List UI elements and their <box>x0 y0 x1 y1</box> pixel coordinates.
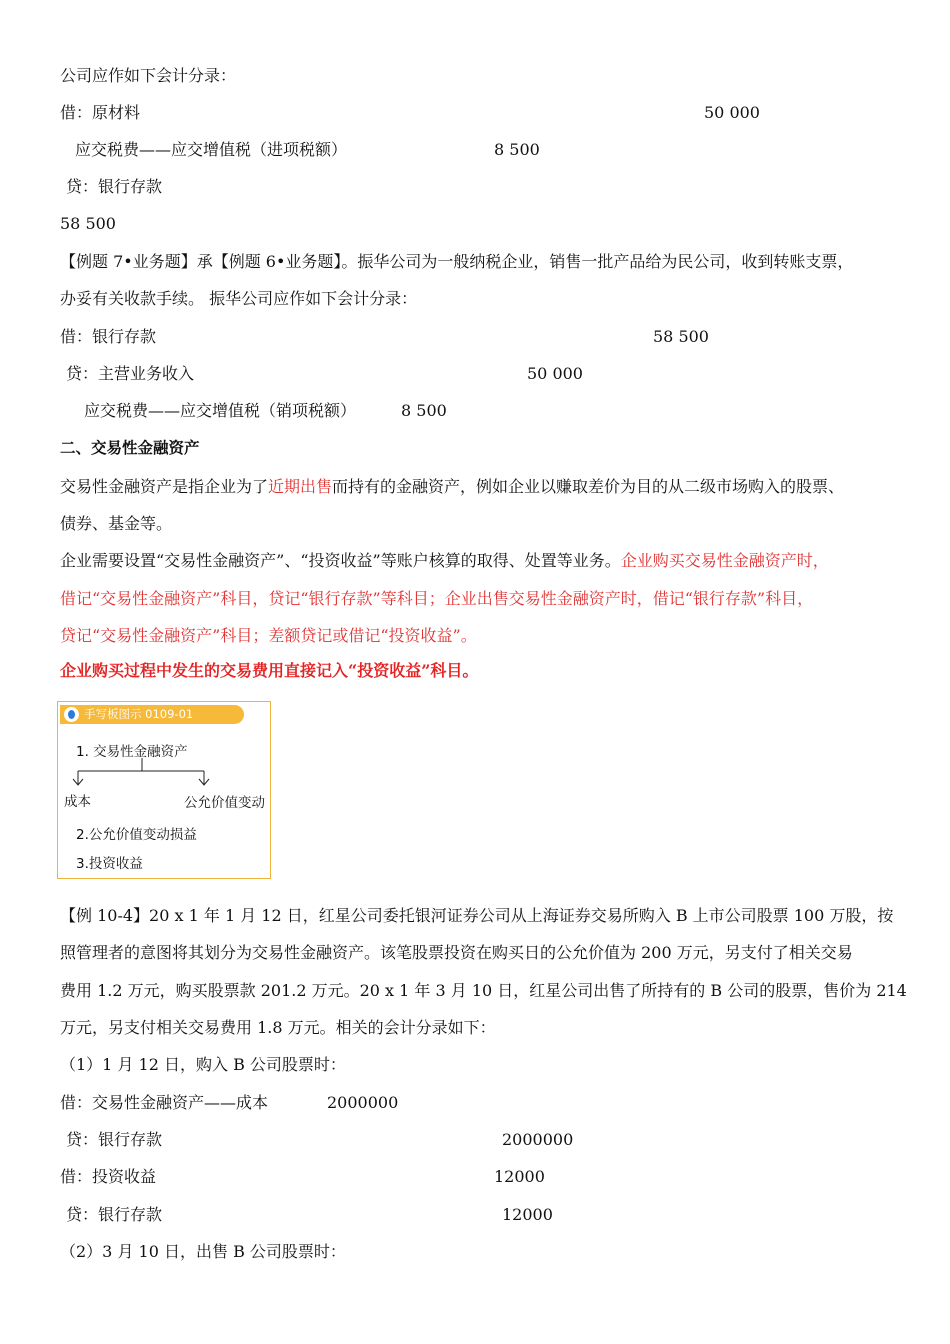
paragraph-transaction-fee: 企业购买过程中发生的交易费用直接记入“投资收益”科目。 <box>60 661 479 680</box>
example-10-4-line-2: 照管理者的意图将其划分为交易性金融资产。该笔股票投资在购买日的公允价值为 200 万元，另支付了相关交易 <box>60 943 853 962</box>
example-7-line-2: 办妥有关收款手续。 振华公司应作如下会计分录： <box>60 289 418 308</box>
board-branch-cost: 成本 <box>64 794 91 810</box>
step-2-heading: （2）3 月 10 日，出售 B 公司股票时： <box>60 1242 346 1261</box>
entry-credit-label: 贷：银行存款 <box>66 1130 163 1149</box>
debit-label: 借：银行存款 <box>60 327 157 346</box>
text-line: 公司应作如下会计分录： <box>60 66 237 85</box>
entry-credit-amount: 2000000 <box>502 1130 574 1149</box>
board-item-2: 2.公允价值变动损益 <box>76 827 197 843</box>
debit-sub-label: 应交税费——应交增值税（进项税额） <box>75 140 348 159</box>
paragraph-definition: 交易性金融资产是指企业为了近期出售而持有的金融资产，例如企业以赚取差价为目的从二级市场购入的股票、 <box>60 477 845 496</box>
debit-amount: 50 000 <box>704 103 760 122</box>
highlight-near-term-sale: 近期出售 <box>268 477 333 496</box>
board-item-1: 1. 交易性金融资产 <box>76 744 188 760</box>
example-10-4-line-1: 【例 10-4】20 x 1 年 1 月 12 日，红星公司委托银河证券公司从上海证券交易所购入 B 上市公司股票 100 万股，按 <box>60 906 894 925</box>
paragraph-accounts: 企业需要设置“交易性金融资产”、“投资收益”等账户核算的取得、处置等业务。企业购买交易性金融资产时， <box>60 551 829 570</box>
example-7-line-1: 【例题 7•业务题】承【例题 6•业务题】。振华公司为一般纳税企业，销售一批产品给为民公司，收到转账支票， <box>60 252 854 271</box>
credit-label: 贷：银行存款 <box>66 177 163 196</box>
entry-debit-amount: 2000000 <box>327 1093 399 1112</box>
paragraph-accounts-red-2: 借记“交易性金融资产”科目，贷记“银行存款”等科目；企业出售交易性金融资产时，借记“银行存款”科目， <box>60 589 814 608</box>
example-10-4-line-3: 费用 1.2 万元，购买股票款 201.2 万元。20 x 1 年 3 月 10 日，红星公司出售了所持有的 B 公司的股票，售价为 214 <box>60 981 907 1000</box>
highlight-purchase-rule: 企业购买交易性金融资产时， <box>620 551 829 570</box>
debit-amount: 58 500 <box>653 327 709 346</box>
entry-debit-label: 借：交易性金融资产——成本 <box>60 1093 269 1112</box>
entry-debit-amount: 12000 <box>494 1167 545 1186</box>
credit-sub-amount: 8 500 <box>401 401 447 420</box>
entry-credit-label: 贷：银行存款 <box>66 1205 163 1224</box>
entry-debit-label: 借：投资收益 <box>60 1167 157 1186</box>
credit-amount: 50 000 <box>527 364 583 383</box>
credit-label: 贷：主营业务收入 <box>66 364 195 383</box>
board-tab-label: 手写板图示 0109-01 <box>84 707 194 721</box>
board-branch-fair-value: 公允价值变动 <box>184 795 265 811</box>
debit-sub-amount: 8 500 <box>494 140 540 159</box>
board-item-3: 3.投资收益 <box>76 856 143 872</box>
debit-label: 借：原材料 <box>60 103 141 122</box>
section-heading: 二、交易性金融资产 <box>60 439 200 457</box>
paragraph-accounts-red-3: 贷记“交易性金融资产”科目；差额贷记或借记“投资收益”。 <box>60 626 477 645</box>
handwriting-board-figure <box>57 701 271 879</box>
step-1-heading: （1）1 月 12 日，购入 B 公司股票时： <box>60 1055 346 1074</box>
paragraph-definition-cont: 债券、基金等。 <box>60 514 173 533</box>
example-10-4-line-4: 万元，另支付相关交易费用 1.8 万元。相关的会计分录如下： <box>60 1018 496 1037</box>
entry-credit-amount: 12000 <box>502 1205 553 1224</box>
credit-amount: 58 500 <box>60 214 116 233</box>
credit-sub-label: 应交税费——应交增值税（销项税额） <box>84 401 357 420</box>
